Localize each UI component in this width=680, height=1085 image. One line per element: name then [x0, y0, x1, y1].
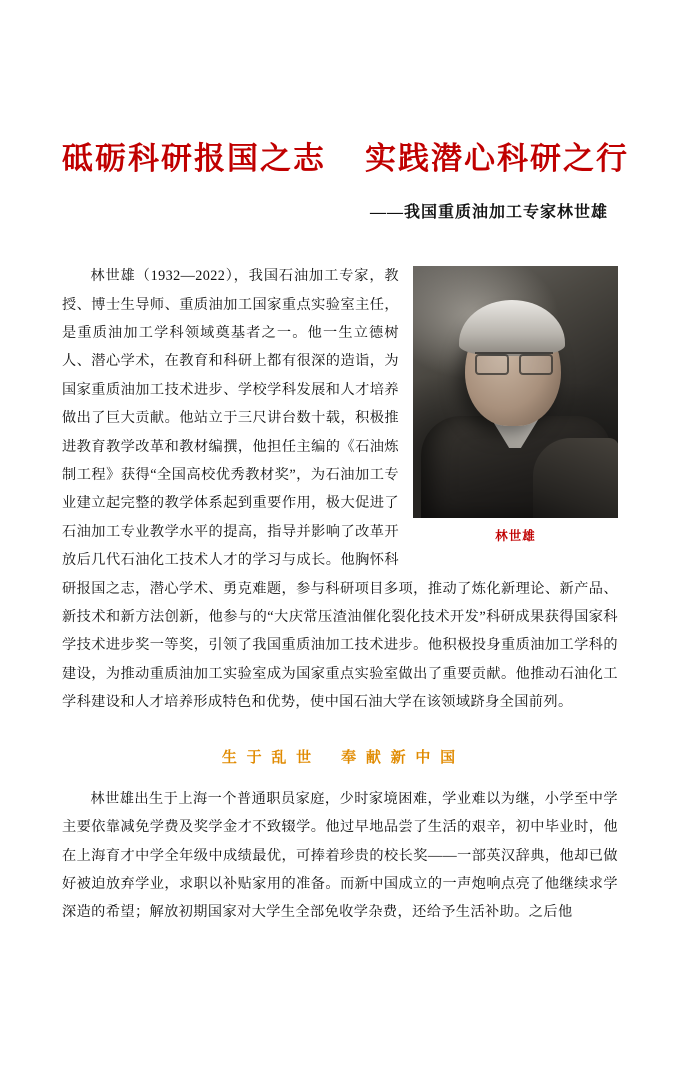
article-body [62, 262, 618, 927]
portrait-arm [533, 438, 618, 518]
figure-caption: 林世雄 [495, 529, 536, 544]
glasses-icon [475, 352, 553, 374]
figure-portrait [413, 266, 618, 549]
paragraph-early-life: 林世雄出生于上海一个普通职员家庭，少时家境困难，学业难以为继，小学至中学主要依靠减免学费及奖学金才不致辍学。他过早地品尝了生活的艰辛，初中毕业时，他在上海育才中学全年级中成绩最优，可捧着珍贵的校长奖——一部英汉辞典，他却已做好被迫放弃学业，求职以补贴家用的准备。而新中国成立的一声炮响点亮了他继续求学深造的希望；解放初期国家对大学生全部免收学杂费，还给予生活补助。之后他 [62, 790, 618, 921]
portrait-image [413, 266, 618, 518]
paragraph-intro: 林世雄（1932—2022），我国石油加工专家，教授、博士生导师、重质油加工国家重点实验室主任，是重质油加工学科领域奠基者之一。他一生立德树人、潜心学术，在教育和科研上都有很深的造诣，为国家重质油加工技术进步、学校学科发展和人才培养做出了巨大贡献。他站立于三尺讲台数十载，积极推进教育教学改革和教材编撰，他担任主编的《石油炼制工程》获得“全国高校优秀教材奖”，为石油加工专业建立起完整的教学体系起到重要作用，极大促进了石油加工专业教学水平的提高，指导并影响了改革开放后几代石油化工技术人才的学习与成长。他胸怀科研报国之志，潜心学术、勇克难题，参与科研项目多项，推动了炼化新理论、新产品、新技术和新方法创新，他参与的“大庆常压渣油催化裂化技术开发”科研成果获得国家科学技术进步奖一等奖，引领了我国重质油加工技术进步。他积极投身重质油加工学科的建设，为推动重质油加工实验室成为国家重点实验室做出了重要贡献。他推动石油化工学科建设和人才培养形成特色和优势，使中国石油大学在该领域跻身全国前列。 [62, 268, 618, 711]
page-title: 砥砺科研报国之志 实践潜心科研之行 [62, 141, 629, 176]
section-heading: 生 于 乱 世 奉 献 新 中 国 [221, 749, 459, 766]
page-subtitle: ——我国重质油加工专家林世雄 [369, 204, 608, 222]
document-page [0, 140, 680, 1085]
